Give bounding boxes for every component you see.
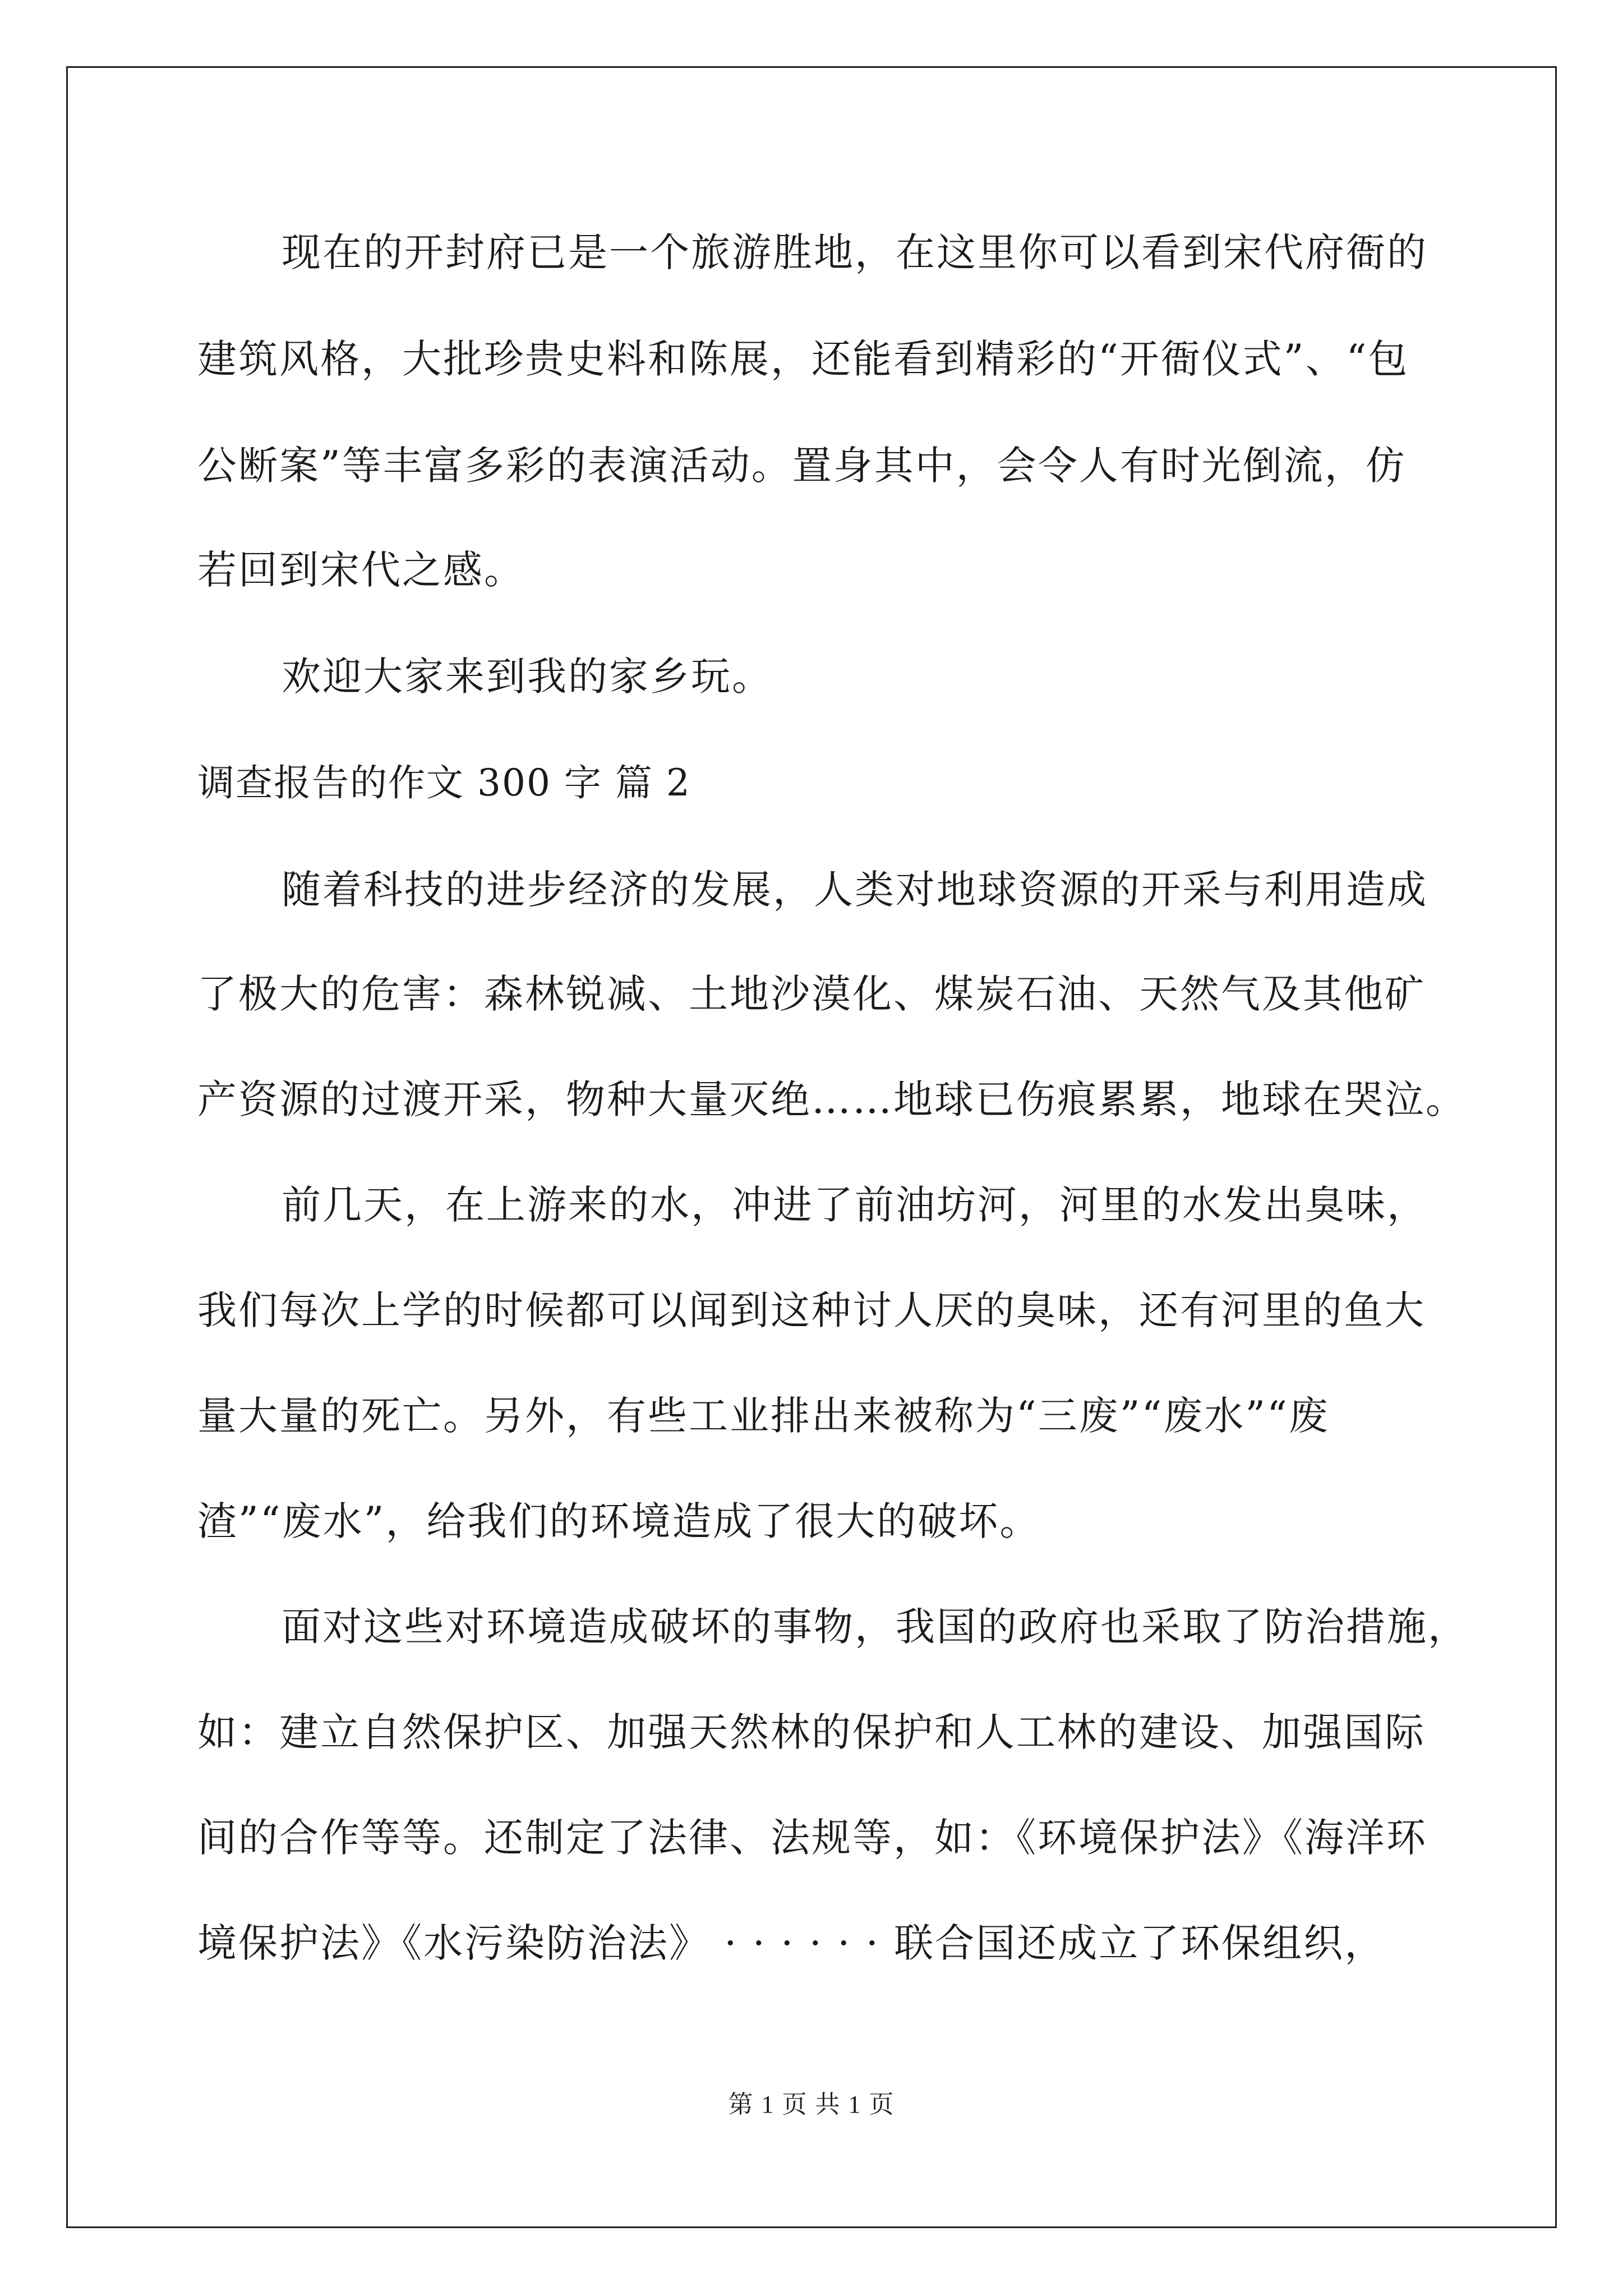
section-heading: 调查报告的作文 300 字 篇 2 (197, 761, 691, 804)
paragraph-line: 面对这些对环境造成破坏的事物，我国的政府也采取了防治措施， (282, 1604, 1469, 1650)
paragraph-line: 欢迎大家来到我的家乡玩。 (282, 654, 773, 700)
paragraph-line: 前几天，在上游来的水，冲进了前油坊河，河里的水发出臭味， (282, 1182, 1428, 1228)
paragraph-line: 量大量的死亡。另外，有些工业排出来被称为“三废”“废水”“废 (197, 1393, 1330, 1439)
paragraph-line: 现在的开封府已是一个旅游胜地，在这里你可以看到宋代府衙的 (282, 229, 1428, 275)
page-footer: 第 1 页 共 1 页 (728, 2091, 895, 2118)
paragraph-line: 公断案”等丰富多彩的表演活动。置身其中，会令人有时光倒流，仿 (197, 443, 1407, 489)
paragraph-line: 渣”“废水”，给我们的环境造成了很大的破坏。 (197, 1498, 1041, 1544)
paragraph-line: 若回到宋代之感。 (197, 547, 525, 593)
paragraph-line: 境保护法》《水污染防治法》 · · · · · · 联合国还成立了环保组织， (197, 1920, 1386, 1966)
paragraph-line: 我们每次上学的时候都可以闻到这种讨人厌的臭味，还有河里的鱼大 (197, 1287, 1426, 1333)
page-border (66, 66, 1557, 2228)
paragraph-line: 随着科技的进步经济的发展，人类对地球资源的开采与利用造成 (282, 867, 1428, 913)
paragraph-line: 如：建立自然保护区、加强天然林的保护和人工林的建设、加强国际 (197, 1709, 1426, 1755)
paragraph-line: 间的合作等等。还制定了法律、法规等，如：《环境保护法》《海洋环 (197, 1815, 1427, 1861)
paragraph-line: 了极大的危害：森林锐减、土地沙漠化、煤炭石油、天然气及其他矿 (197, 971, 1426, 1017)
paragraph-line: 建筑风格，大批珍贵史料和陈展，还能看到精彩的“开衙仪式”、“包 (197, 336, 1409, 382)
paragraph-line: 产资源的过渡开采，物种大量灭绝……地球已伤痕累累，地球在哭泣。 (197, 1076, 1467, 1122)
